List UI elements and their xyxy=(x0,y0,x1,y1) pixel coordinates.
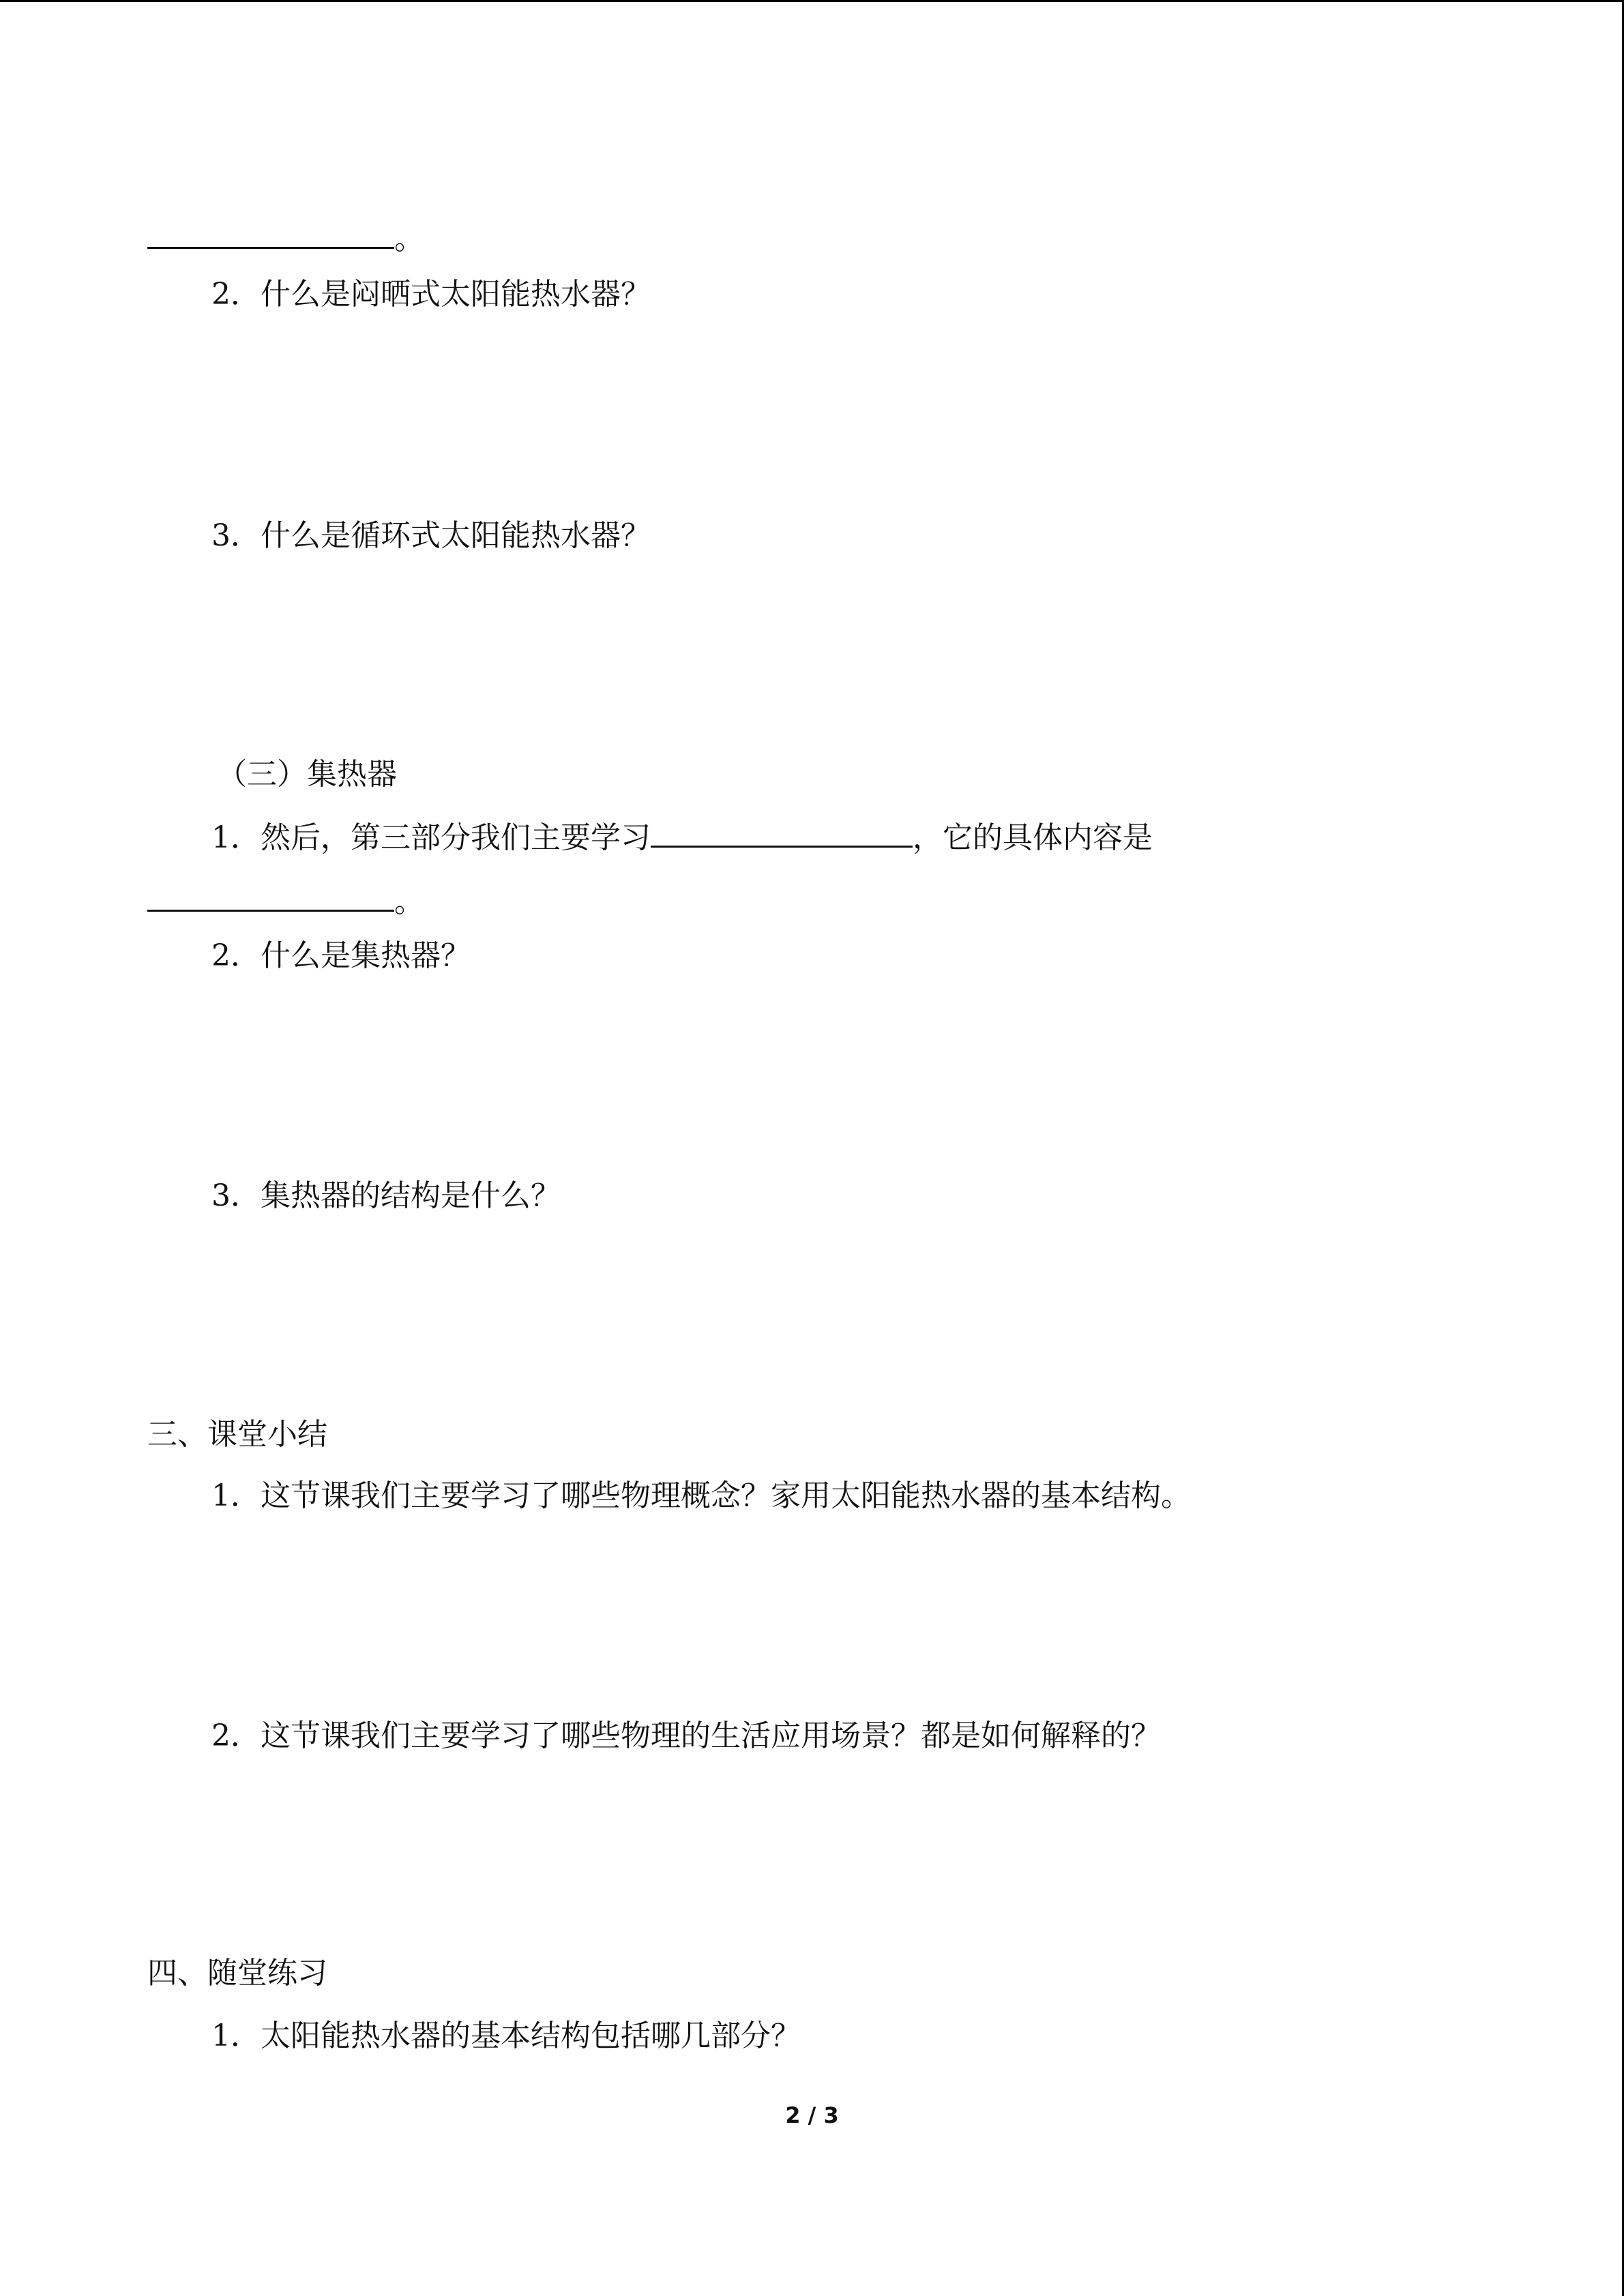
answer-blank[interactable] xyxy=(147,880,394,912)
collector-q1-suffix: ，它的具体内容是 xyxy=(913,820,1153,855)
page-indicator: 2 / 3 xyxy=(785,2102,839,2128)
collector-q1-prefix: 1．然后，第三部分我们主要学习 xyxy=(211,820,651,855)
summary-question-1: 1．这节课我们主要学习了哪些物理概念？家用太阳能热水器的基本结构。 xyxy=(211,1478,1191,1513)
collector-question-1-continuation xyxy=(147,880,424,923)
answer-blank[interactable] xyxy=(651,816,913,848)
summary-question-2: 2．这节课我们主要学习了哪些物理的生活应用场景？都是如何解释的？ xyxy=(211,1718,1161,1753)
section-summary-title: 三、课堂小结 xyxy=(147,1417,327,1452)
collector-question-3: 3．集热器的结构是什么？ xyxy=(211,1178,561,1213)
practice-question-1: 1．太阳能热水器的基本结构包括哪几部分？ xyxy=(211,2018,801,2053)
top-border xyxy=(0,0,1624,2)
answer-blank[interactable] xyxy=(147,217,394,249)
section-practice-title: 四、随堂练习 xyxy=(147,1956,327,1991)
question-circulation-heater: 3．什么是循环式太阳能热水器？ xyxy=(211,518,651,553)
collector-question-1 xyxy=(211,816,1153,859)
continuation-line xyxy=(147,217,424,260)
collector-question-2: 2．什么是集热器？ xyxy=(211,938,471,973)
section-collector-title: （三）集热器 xyxy=(217,757,397,792)
question-bask-heater: 2．什么是闷晒式太阳能热水器？ xyxy=(211,277,651,312)
collector-q1-end-punct: 。 xyxy=(394,884,424,919)
continuation-punct: 。 xyxy=(394,222,424,256)
